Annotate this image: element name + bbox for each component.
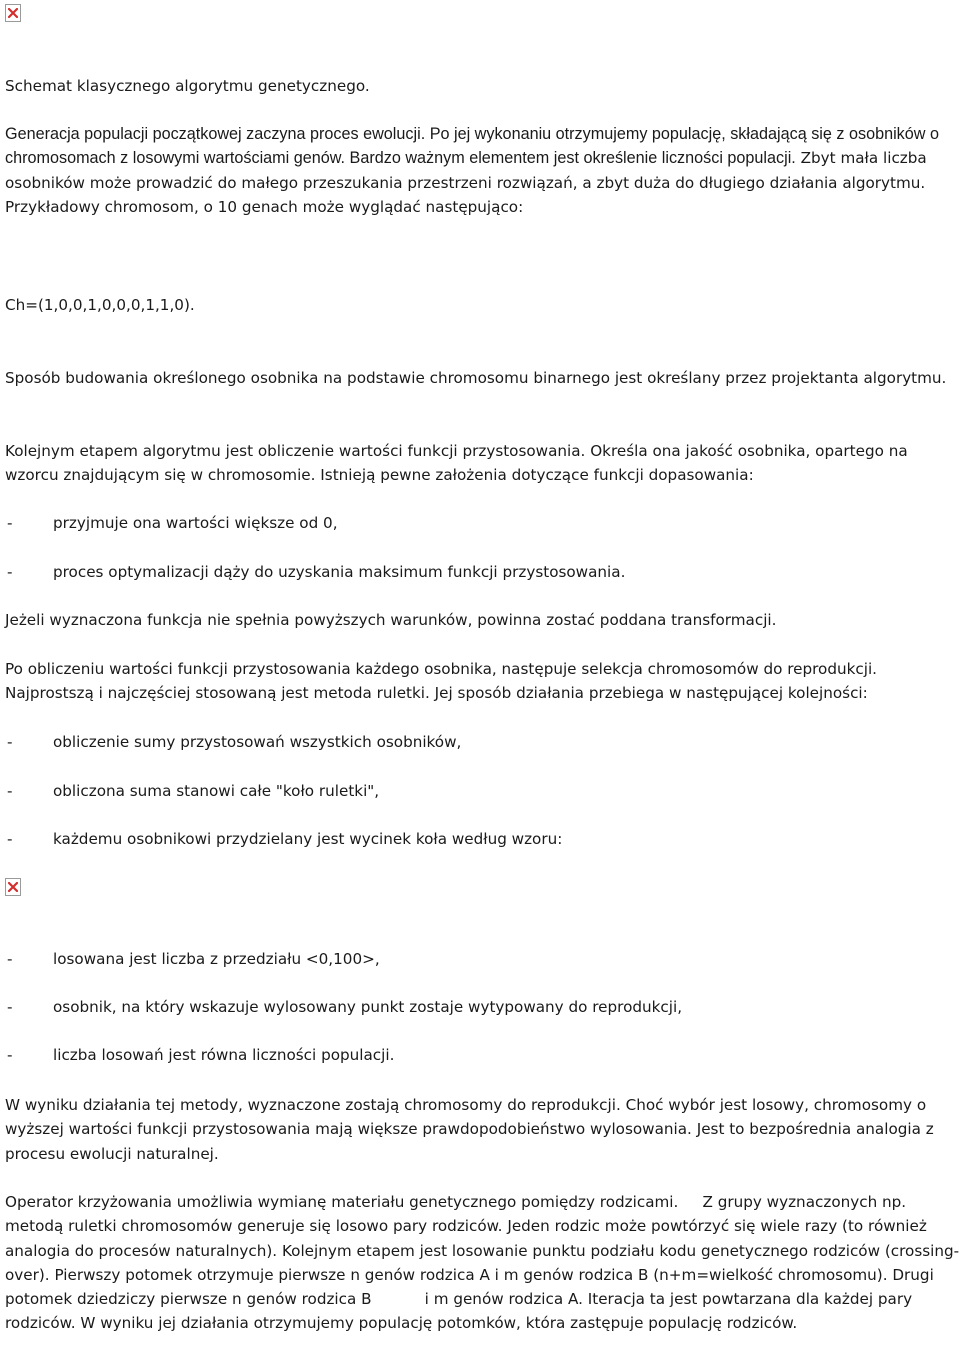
page-title: Schemat klasycznego algorytmu genetycznego. [5,77,370,95]
paragraph-population [5,122,960,219]
list-item [5,511,955,535]
list-dash: - [7,733,13,751]
paragraph-selection: Po obliczeniu wartości funkcji przystosowania każdego osobnika, następuje selekcja chromosomów do reprodukcji. Najprostszą i najczęściej stosowaną jest metoda ruletki. Jej sposób działania przebiega w następującej kolejności: [5,660,878,703]
list-item [5,827,955,851]
paragraph-fitness: Kolejnym etapem algorytmu jest obliczenie wartości funkcji przystosowania. Określa ona jakość osobnika, opartego na wzorcu znajdującym się w chromosomie. Istnieją pewne założenia dotyczące funkcji dopasowania: [5,442,908,485]
list-item [5,730,955,754]
list-dash: - [7,1046,13,1064]
broken-image-icon [5,4,21,22]
list-item [5,1043,955,1067]
list-item-text: losowana jest liczba z przedziału <0,100>, [53,950,380,968]
list-dash: - [7,563,13,581]
list-dash: - [7,998,13,1016]
chromosome-example: Ch=(1,0,0,1,0,0,0,1,1,0). [5,296,195,314]
broken-image-icon [5,878,21,896]
list-dash: - [7,782,13,800]
paragraph-individual: Sposób budowania określonego osobnika na podstawie chromosomu binarnego jest określany przez projektanta algorytmu. [5,369,947,387]
list-dash: - [7,514,13,532]
list-item [5,947,955,971]
list-item [5,560,955,584]
paragraph-crossover: Operator krzyżowania umożliwia wymianę materiału genetycznego pomiędzy rodzicami. Z grupy wyznaczonych np. metodą ruletki chromosomów generuje się losowo pary rodziców. Jeden rodzic może powtórzyć się wiele razy (to również analogia do procesów naturalnych). Kolejnym etapem jest losowanie punktu podziału kodu genetycznego rodziców (crossing-over). Pierwszy potomek otrzymuje pierwsze n genów rodzica A i m genów rodzica B (n+m=wielkość chromosomu). Drugi potomek dziedziczy pierwsze n genów rodzica B i m genów rodzica A. Iteracja ta jest powtarzana dla każdej pary rodziców. W wyniku jej działania otrzymujemy populację potomków, która zastępuje populację rodziców. [5,1193,960,1333]
paragraph-population-example: Przykładowy chromosom, o 10 genach może wyglądać następująco: [5,197,524,216]
list-item-text: obliczona suma stanowi całe "koło ruletki", [53,782,380,800]
list-item [5,995,955,1019]
paragraph-transformation: Jeżeli wyznaczona funkcja nie spełnia powyższych warunków, powinna zostać poddana transformacji. [5,611,777,629]
list-item-text: każdemu osobnikowi przydzielany jest wycinek koła według wzoru: [53,830,563,848]
list-dash: - [7,830,13,848]
paragraph-result: W wyniku działania tej metody, wyznaczone zostają chromosomy do reprodukcji. Choć wybór jest losowy, chromosomy o wyższej wartości funkcji przystosowania mają większe prawdopodobieństwo wylosowania. Jest to bezpośrednia analogia z procesu ewolucji naturalnej. [5,1096,934,1163]
list-item-text: obliczenie sumy przystosowań wszystkich osobników, [53,733,462,751]
list-item-text: przyjmuje ona wartości większe od 0, [53,514,338,532]
list-item-text: osobnik, na który wskazuje wylosowany punkt zostaje wytypowany do reprodukcji, [53,998,683,1016]
close-icon [8,8,18,18]
paragraph-population-intro: Generacja populacji początkowej zaczyna proces ewolucji. Po jej wykonaniu otrzymujemy populację, składającą się z osobników o chromosomach z losowymi wartościami genów. Bardzo ważnym elementem jest określenie liczności populacji. [5,125,939,168]
list-dash: - [7,950,13,968]
list-item-text: liczba losowań jest równa liczności populacji. [53,1046,395,1064]
list-item-text: proces optymalizacji dąży do uzyskania maksimum funkcji przystosowania. [53,563,626,581]
close-icon [8,882,18,892]
paragraph-population-size: Zbyt mała liczba osobników może prowadzić do małego przeszukania przestrzeni rozwiązań, a zbyt duża do długiego działania algorytmu. [5,149,927,192]
list-item [5,779,955,803]
